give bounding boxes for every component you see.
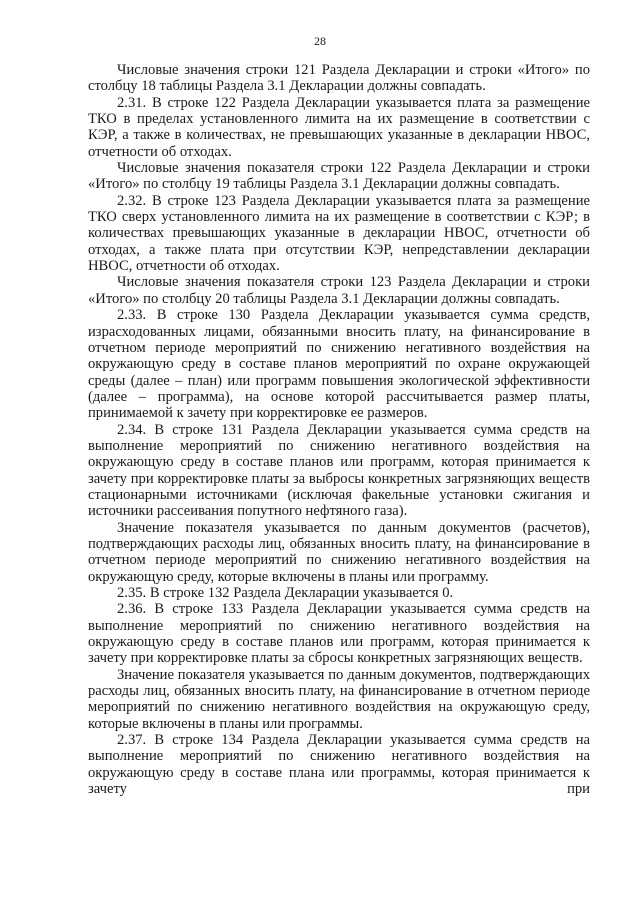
paragraph: 2.37. В строке 134 Раздела Декларации указывается сумма средств на выполнение мероприятий по снижению негативного воздействия на окружающую среду в составе плана или программы, которая принимается к зачету при: [88, 732, 590, 798]
paragraph: 2.33. В строке 130 Раздела Декларации указывается сумма средств, израсходованных лицами, обязанными вносить плату, на финансирование в отчетном периоде мероприятий по снижению негативного воздействия на окружающую среду в составе планов мероприятий по охране окружающей среды (далее – план) или программ повышения экологической эффективности (далее – программа), на основе которой рассчитывается размер платы, принимаемой к зачету при корректировке ее размеров.: [88, 307, 590, 422]
paragraph: 2.31. В строке 122 Раздела Декларации указывается плата за размещение ТКО в пределах установленного лимита на их размещение в соответствии с КЭР, а также в количествах, не превышающих указанные в декларации НВОС, отчетности об отходах.: [88, 94, 590, 160]
paragraph: 2.36. В строке 133 Раздела Декларации указывается сумма средств на выполнение мероприятий по снижению негативного воздействия на окружающую среду в составе планов или программ, которая принимается к зачету при корректировке платы за сбросы конкретных загрязняющих веществ.: [88, 601, 590, 667]
paragraph: Числовые значения показателя строки 122 Раздела Декларации и строки «Итого» по столбцу 19 таблицы Раздела 3.1 Декларации должны совпадать.: [88, 160, 590, 193]
paragraph: Числовые значения показателя строки 123 Раздела Декларации и строки «Итого» по столбцу 20 таблицы Раздела 3.1 Декларации должны совпадать.: [88, 274, 590, 307]
paragraph: Числовые значения строки 121 Раздела Декларации и строки «Итого» по столбцу 18 таблицы Раздела 3.1 Декларации должны совпадать.: [88, 62, 590, 95]
paragraph: 2.32. В строке 123 Раздела Декларации указывается плата за размещение ТКО сверх установленного лимита на их размещение в соответствии с КЭР; в количествах превышающих указанные в декларации НВОС, отчетности об отходах, а также плата при отсутствии КЭР, непредставлении декларации НВОС, отчетности об отходах.: [88, 192, 590, 275]
paragraph: 2.34. В строке 131 Раздела Декларации указывается сумма средств на выполнение мероприятий по снижению негативного воздействия на окружающую среду в составе планов или программ, которая принимается к зачету при корректировке платы за выбросы конкретных загрязняющих веществ стационарными источниками (исключая факельные установки сжигания и источники рассеивания попутного нефтяного газа).: [88, 421, 590, 520]
page-number: 28: [314, 34, 326, 48]
paragraph: Значение показателя указывается по данным документов (расчетов), подтверждающих расходы лиц, обязанных вносить плату, на финансирование в отчетном периоде мероприятий по снижению негативного воздействия на окружающую среду, которые включены в планы или программу.: [88, 519, 590, 585]
document-body: [88, 62, 590, 797]
paragraph: Значение показателя указывается по данным документов, подтверждающих расходы лиц, обязанных вносить плату, на финансирование в отчетном периоде мероприятий по снижению негативного воздействия на окружающую среду, которые включены в планы или программы.: [88, 666, 590, 732]
paragraph: 2.35. В строке 132 Раздела Декларации указывается 0.: [117, 585, 454, 601]
